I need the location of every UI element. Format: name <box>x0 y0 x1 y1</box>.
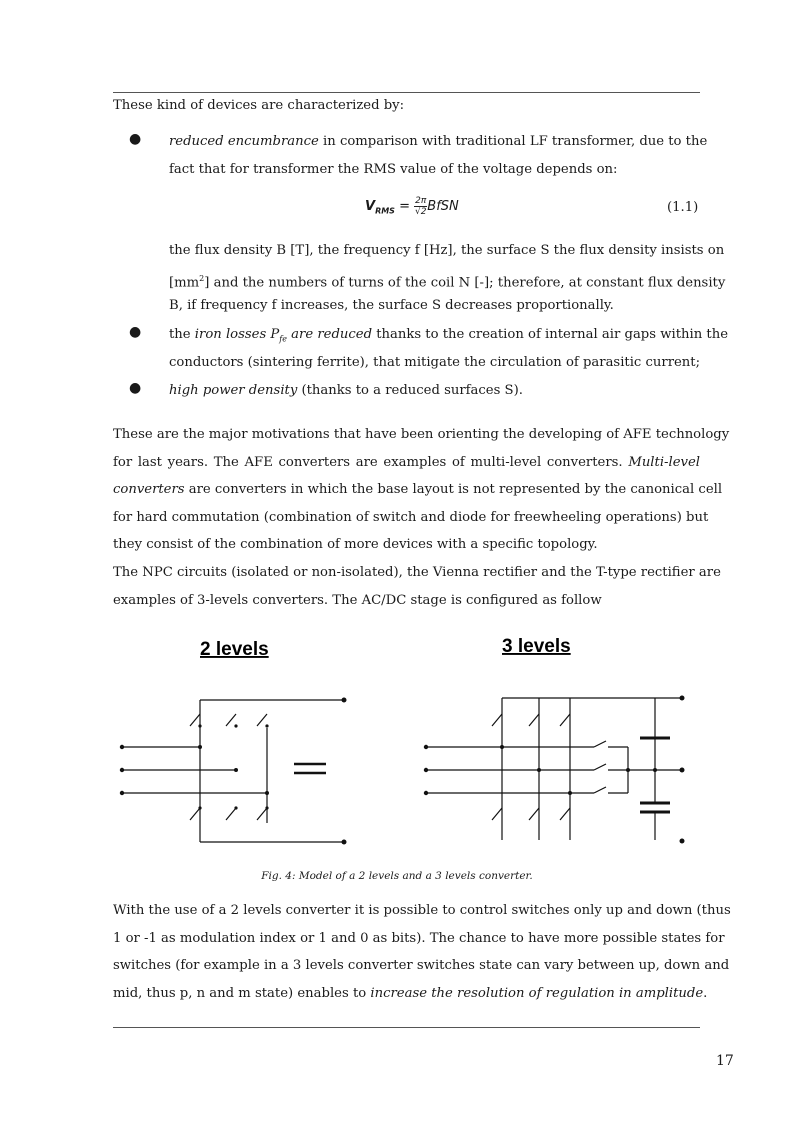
para1-line4: for hard commutation (combination of switch and diode for freewheeling operations) but <box>113 510 709 525</box>
bullet1-line1-rest: in comparison with traditional LF transformer, due to the <box>318 134 708 149</box>
para3-l4post: . <box>703 986 708 1001</box>
two-level-circuit <box>122 700 344 842</box>
figure-label-3-levels: 3 levels <box>502 636 571 657</box>
para3-line3: switches (for example in a 3 levels converter switches state can vary between up, down and <box>113 958 730 973</box>
bullet3-line1 <box>169 382 700 400</box>
after-eq-l2b: ] and the numbers of turns of the coil N [-]; therefore, at constant flux density <box>204 275 726 291</box>
para3-line1: With the use of a 2 levels converter it is possible to control switches only up and down (thus <box>113 903 731 918</box>
two-level-dots <box>120 698 347 845</box>
bullet1-line2: fact that for transformer the RMS value of the voltage depends on: <box>169 162 618 177</box>
figure-caption: Fig. 4: Model of a 2 levels and a 3 levels converter. <box>261 870 533 882</box>
eq-sub: RMS <box>375 206 395 216</box>
para1-l2em: Multi-level <box>628 455 700 470</box>
equation-1-1 <box>365 196 459 217</box>
after-eq-sup: 2 <box>199 274 205 283</box>
para3-l4em: increase the resolution of regulation in amplitude <box>370 986 704 1001</box>
footer-rule <box>113 1027 700 1028</box>
after-eq-line1: the flux density B [T], the frequency f [Hz], the surface S the flux density insists on <box>169 243 725 258</box>
bullet2-pre: the <box>169 327 195 342</box>
bullet3-rest: (thanks to a reduced surfaces S). <box>297 383 523 398</box>
equation-number: (1.1) <box>667 200 699 215</box>
after-eq-line2 <box>169 270 726 292</box>
bullet3-em: high power density <box>169 383 298 398</box>
para1-line1: These are the major motivations that have been orienting the developing of AFE technology <box>113 427 730 442</box>
bullet2-line2: conductors (sintering ferrite), that mitigate the circulation of parasitic current; <box>169 355 701 370</box>
header-rule <box>113 92 700 93</box>
para1-line5: they consist of the combination of more devices with a specific topology. <box>113 537 598 552</box>
eq-lhs: V <box>365 199 376 214</box>
eq-num: 2π <box>415 196 427 206</box>
bullet2-sub: fe <box>279 334 287 344</box>
eq-rhs: BfSN <box>427 199 459 214</box>
para3-line2: 1 or -1 as modulation index or 1 and 0 as bits). The chance to have more possible states for <box>113 931 725 946</box>
bullet2-line1 <box>169 326 729 349</box>
para1-l3em: converters <box>113 482 185 497</box>
converter-figure <box>110 630 710 865</box>
eq-den: √2 <box>414 207 427 217</box>
para1-line3 <box>113 481 723 499</box>
para1-l2pre: for last years. The AFE converters are examples of multi-level converters. <box>113 455 629 470</box>
three-level-circuit <box>426 698 682 840</box>
bullet-dot-3: ● <box>129 380 142 396</box>
bullet-dot-1: ● <box>129 131 142 147</box>
para2-line1: The NPC circuits (isolated or non-isolated), the Vienna rectifier and the T-type rectifier are <box>113 565 721 580</box>
para3-line4 <box>113 985 708 1003</box>
bullet-dot-2: ● <box>129 324 142 340</box>
bullet2-em1: iron losses P <box>194 327 280 342</box>
bullet2-em2: are reduced <box>286 327 373 342</box>
bullet1-line1 <box>169 133 708 151</box>
page-number: 17 <box>716 1053 734 1069</box>
para1-l3rest: are converters in which the base layout is not represented by the canonical cell <box>184 482 723 497</box>
intro-text: These kind of devices are characterized by: <box>113 98 405 113</box>
eq-fraction <box>414 196 427 217</box>
bullet2-rest: thanks to the creation of internal air gaps within the <box>372 327 729 342</box>
figure-label-2-levels: 2 levels <box>200 639 269 660</box>
after-eq-line3: B, if frequency f increases, the surface S decreases proportionally. <box>169 298 614 313</box>
eq-equals: = <box>394 199 415 214</box>
after-eq-l2a: [mm <box>169 275 200 291</box>
bullet1-lead: reduced encumbrance <box>169 134 319 149</box>
para1-line2 <box>113 454 700 472</box>
para3-l4pre: mid, thus p, n and m state) enables to <box>113 986 371 1001</box>
para2-line2: examples of 3-levels converters. The AC/DC stage is configured as follow <box>113 593 602 608</box>
